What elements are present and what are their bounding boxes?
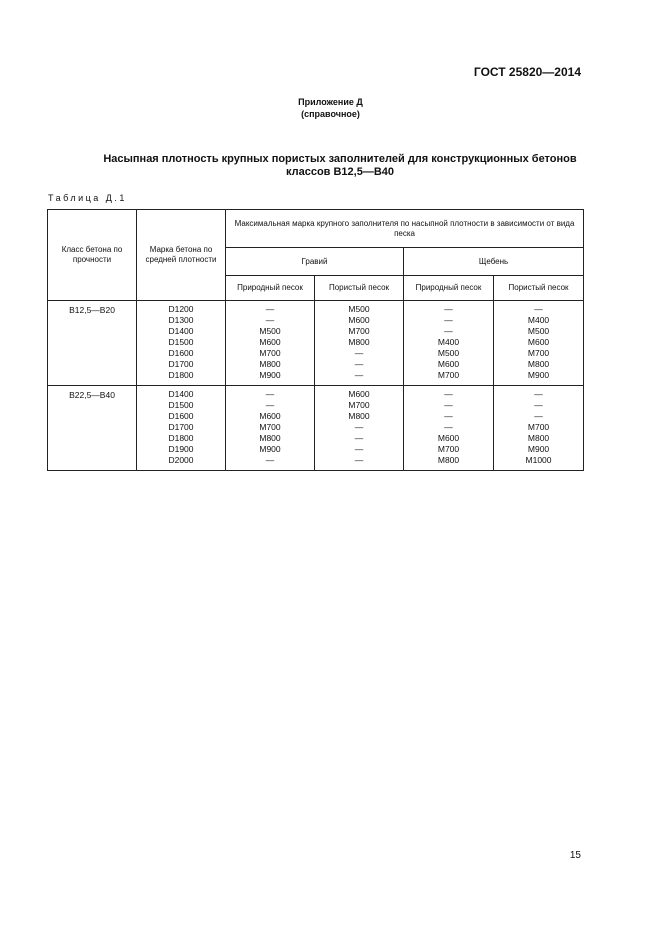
- cell-value: М800: [259, 359, 281, 369]
- cell-value: М400: [527, 315, 550, 325]
- crushed-porous-list: [494, 301, 584, 386]
- cell-value: М600: [259, 411, 281, 421]
- document-title: [40, 153, 640, 179]
- cell-value: М800: [259, 433, 281, 443]
- grade-value: D1300: [168, 315, 194, 325]
- grade-list: [137, 386, 226, 471]
- grade-value: D1800: [168, 433, 194, 443]
- cell-value: —: [354, 359, 364, 369]
- cell-value: М700: [437, 370, 460, 380]
- crushed-natural-list: [404, 301, 494, 386]
- gravel-porous-list: [315, 301, 404, 386]
- cell-value: —: [444, 304, 453, 314]
- grade-list: [137, 301, 226, 386]
- grade-value: D1700: [168, 422, 194, 432]
- grade-value: D1400: [168, 389, 194, 399]
- cell-value: М600: [437, 433, 460, 443]
- cell-value: М600: [527, 337, 550, 347]
- grade-value: D1500: [168, 400, 194, 410]
- cell-value: М700: [527, 422, 550, 432]
- density-table: [47, 209, 584, 471]
- cell-value: —: [265, 389, 275, 399]
- class-cell: В12,5—В20: [48, 301, 137, 386]
- cell-value: —: [265, 455, 275, 465]
- gravel-natural-list: [226, 386, 315, 471]
- grade-value: D1600: [168, 348, 194, 358]
- cell-value: —: [444, 326, 453, 336]
- gravel-natural-list: [226, 301, 315, 386]
- cell-value: —: [354, 455, 364, 465]
- cell-value: М800: [437, 455, 460, 465]
- cell-value: —: [354, 444, 364, 454]
- cell-value: М700: [259, 348, 281, 358]
- table-row: [48, 301, 584, 386]
- header-crushed-porous: Пористый песок: [494, 276, 584, 301]
- title-line-1: Насыпная плотность крупных пористых заполнителей для конструкционных бетонов: [103, 153, 577, 165]
- cell-value: М700: [259, 422, 281, 432]
- grade-value: D1200: [168, 304, 194, 314]
- cell-value: М600: [348, 315, 370, 325]
- annex-heading: [0, 96, 661, 120]
- cell-value: —: [444, 411, 453, 421]
- cell-value: М800: [527, 433, 550, 443]
- table-row: [48, 386, 584, 471]
- cell-value: М900: [527, 444, 550, 454]
- header-grade: Марка бетона по средней плотности: [137, 210, 226, 301]
- cell-value: —: [534, 400, 543, 410]
- header-max-grade: Максимальная марка крупного заполнителя по насыпной плотности в зависимости от вида песка: [226, 210, 584, 248]
- class-cell: В22,5—В40: [48, 386, 137, 471]
- cell-value: М500: [527, 326, 550, 336]
- cell-value: М900: [259, 444, 281, 454]
- cell-value: М800: [348, 337, 370, 347]
- cell-value: М1000: [525, 455, 552, 465]
- cell-value: —: [534, 304, 543, 314]
- cell-value: —: [354, 422, 364, 432]
- cell-value: М500: [437, 348, 460, 358]
- cell-value: М500: [259, 326, 281, 336]
- header-crushed-natural: Природный песок: [404, 276, 494, 301]
- grade-value: D1500: [168, 337, 194, 347]
- cell-value: —: [534, 411, 543, 421]
- header-class: Класс бетона по прочности: [48, 210, 137, 301]
- table-label: Таблица Д.1: [48, 193, 127, 203]
- cell-value: М600: [437, 359, 460, 369]
- page-number: 15: [569, 850, 581, 861]
- grade-value: D1800: [168, 370, 194, 380]
- cell-value: —: [444, 422, 453, 432]
- cell-value: —: [354, 348, 364, 358]
- cell-value: М500: [348, 304, 370, 314]
- grade-value: D1700: [168, 359, 194, 369]
- cell-value: М900: [259, 370, 281, 380]
- annex-type: (справочное): [301, 109, 360, 119]
- header-gravel: Гравий: [226, 248, 404, 276]
- cell-value: М700: [348, 326, 370, 336]
- grade-value: D1900: [168, 444, 194, 454]
- cell-value: М700: [437, 444, 460, 454]
- cell-value: —: [534, 389, 543, 399]
- header-crushed: Щебень: [404, 248, 584, 276]
- grade-value: D1400: [168, 326, 194, 336]
- cell-value: М600: [348, 389, 370, 399]
- grade-value: D1600: [168, 411, 194, 421]
- cell-value: —: [444, 389, 453, 399]
- cell-value: —: [444, 315, 453, 325]
- cell-value: М700: [527, 348, 550, 358]
- cell-value: —: [265, 304, 275, 314]
- header-gravel-natural: Природный песок: [226, 276, 315, 301]
- crushed-natural-list: [404, 386, 494, 471]
- header-gravel-porous: Пористый песок: [315, 276, 404, 301]
- cell-value: М800: [527, 359, 550, 369]
- crushed-porous-list: [494, 386, 584, 471]
- cell-value: М400: [437, 337, 460, 347]
- cell-value: М700: [348, 400, 370, 410]
- annex-title: Приложение Д: [298, 97, 363, 107]
- standard-number: ГОСТ 25820—2014: [473, 65, 581, 79]
- cell-value: —: [444, 400, 453, 410]
- cell-value: —: [265, 315, 275, 325]
- cell-value: —: [354, 433, 364, 443]
- cell-value: М800: [348, 411, 370, 421]
- cell-value: М900: [527, 370, 550, 380]
- cell-value: —: [265, 400, 275, 410]
- cell-value: М600: [259, 337, 281, 347]
- grade-value: D2000: [168, 455, 194, 465]
- cell-value: —: [354, 370, 364, 380]
- title-line-2: классов В12,5—В40: [285, 166, 395, 178]
- gravel-porous-list: [315, 386, 404, 471]
